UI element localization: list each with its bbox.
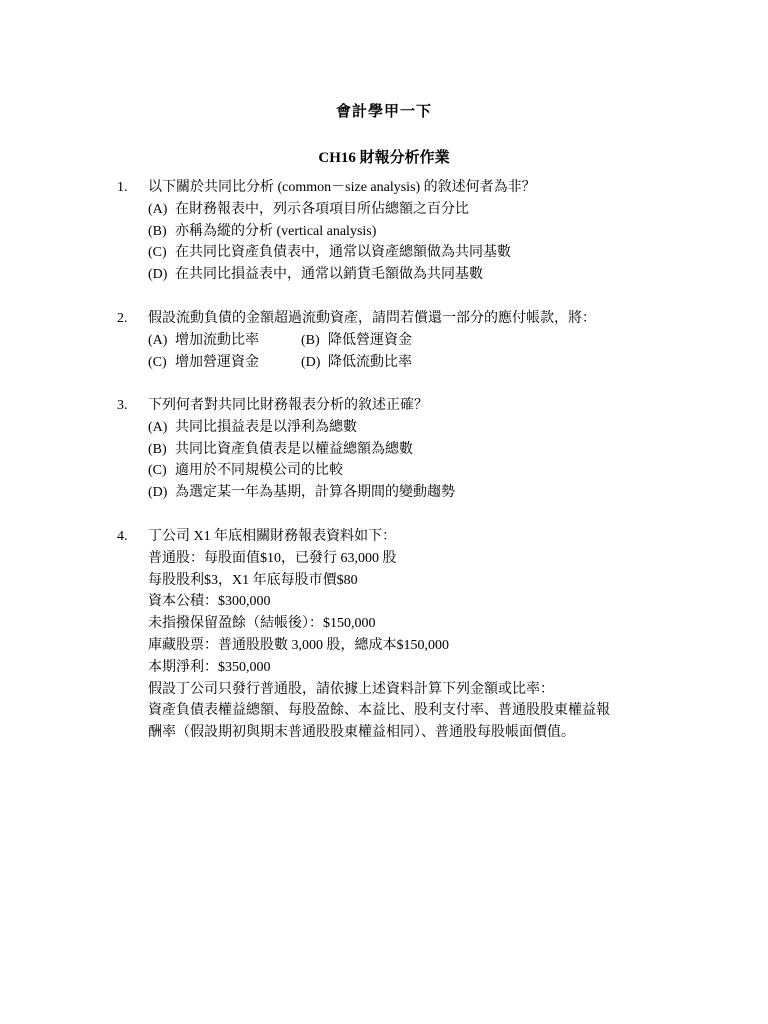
option-d [301,355,412,370]
question-1 [117,177,677,286]
question-number: 1. [117,180,128,195]
option-text: 適用於不同規模公司的比較 [175,463,343,479]
option-d [117,264,677,286]
option-label: (A) [148,201,168,217]
option-text: 降低流動比率 [328,354,412,370]
course-title: 會計學甲一下 [335,104,432,120]
option-label: (A) [148,332,168,348]
option-label: (B) [148,441,167,457]
option-text: 共同比損益表是以淨利為總數 [175,419,357,435]
question-stem [117,526,677,548]
option-label: (C) [148,245,167,261]
option-c [148,352,301,374]
question-stem [117,308,677,330]
assignment-title: CH16 財報分析作業 [318,150,450,166]
option-text: 共同比資產負債表是以權益總額為總數 [175,441,413,457]
instruction-line: 假設丁公司只發行普通股，請依據上述資料計算下列金額或比率： [148,681,554,697]
option-label: (B) [148,223,167,239]
question-4 [117,526,677,744]
option-label: (C) [148,354,167,370]
option-label: (C) [148,463,167,479]
option-row [117,352,677,374]
question-number: 4. [117,529,128,544]
option-c [117,242,677,264]
question-text: 丁公司 X1 年底相關財務報表資料如下： [148,529,397,544]
option-text: 增加流動比率 [175,332,259,348]
option-label: (B) [301,332,320,348]
question-text: 假設流動負債的金額超過流動資產，請問若償還一部分的應付帳款，將： [148,311,596,326]
question-text: 下列何者對共同比財務報表分析的敘述正確？ [148,398,428,413]
data-line: 普通股：每股面值$10，已發行 63,000 股 [148,550,397,566]
option-text: 在共同比資產負債表中，通常以資產總額做為共同基數 [175,245,511,261]
question-2 [117,308,677,373]
data-line: 庫藏股票：普通股股數 3,000 股，總成本$150,000 [148,637,449,653]
data-line: 每股股利$3，X1 年底每股市價$80 [148,572,358,588]
option-b [117,439,677,461]
question-3 [117,395,677,504]
option-label: (A) [148,419,168,435]
requirement-line: 酬率（假設期初與期末普通股股東權益相同）、普通股每股帳面價值。 [148,725,575,741]
option-text: 降低營運資金 [328,332,412,348]
option-d [117,482,677,504]
option-b [117,221,677,243]
question-text: 以下關於共同比分析 (common－size analysis) 的敘述何者為非？ [148,180,536,195]
option-a [117,417,677,439]
option-text: 增加營運資金 [175,354,259,370]
question-number: 2. [117,311,128,326]
option-row [117,330,677,352]
data-line: 未指撥保留盈餘（結帳後）：$150,000 [148,616,376,632]
data-line: 資本公積：$300,000 [148,594,271,610]
option-text: 在財務報表中，列示各項項目所佔總額之百分比 [175,201,469,217]
option-a [117,199,677,221]
question-number: 3. [117,398,128,413]
option-text: 為選定某一年為基期，計算各期間的變動趨勢 [175,485,455,501]
question-stem [117,395,677,417]
data-line: 本期淨利：$350,000 [148,659,271,675]
option-b [301,333,412,348]
option-text: 亦稱為縱的分析 (vertical analysis) [175,223,377,239]
option-a [148,330,301,352]
option-label: (D) [148,485,168,501]
option-label: (D) [301,354,321,370]
question-stem [117,177,677,199]
option-c [117,460,677,482]
requirement-line: 資產負債表權益總額、每股盈餘、本益比、股利支付率、普通股股東權益報 [148,703,610,719]
option-label: (D) [148,267,168,283]
option-text: 在共同比損益表中，通常以銷貨毛額做為共同基數 [175,267,483,283]
